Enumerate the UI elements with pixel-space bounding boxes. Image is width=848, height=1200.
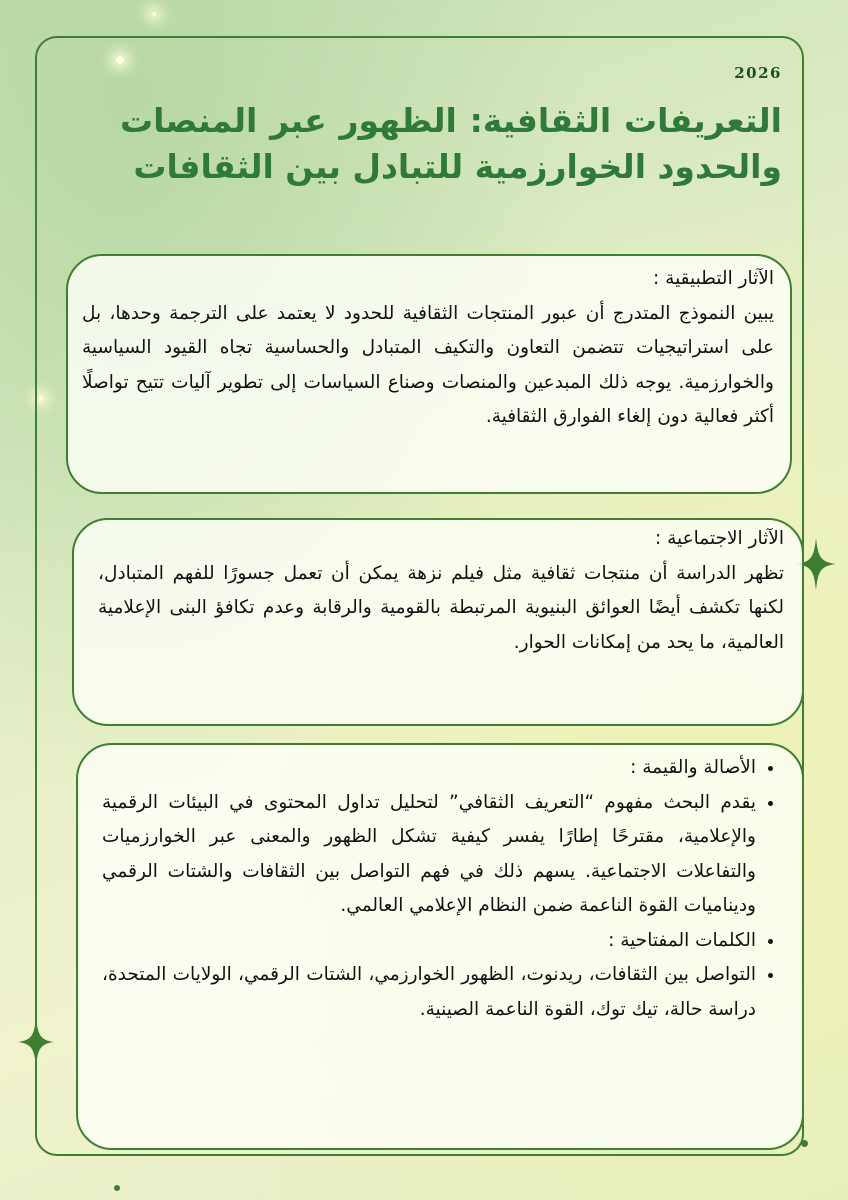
keywords-text: التواصل بين الثقافات، ريدنوت، الظهور الخوارزمي، الشتات الرقمي، الولايات المتحدة، دراسة حالة، تيك توك، القوة الناعمة الصينية. (102, 964, 756, 1020)
list-item (102, 924, 756, 959)
originality-text: يقدم البحث مفهوم “التعريف الثقافي” لتحليل تداول المحتوى في البيئات الرقمية والإعلامية، مقترحًا إطارًا يفسر كيفية تشكل الظهور والمعنى عبر الخوارزميات والتفاعلات الاجتماعية. يسهم ذلك في فهم التواصل بين الثقافات والشتات الرقمي وديناميات القوة الناعمة ضمن النظام الإعلامي العالمي. (102, 791, 756, 916)
list-item (102, 786, 756, 924)
social-effects-card (72, 518, 804, 726)
keywords-heading: الكلمات المفتاحية : (608, 929, 756, 951)
social-effects-heading: الآثار الاجتماعية : (655, 528, 784, 549)
page-title: التعريفات الثقافية: الظهور عبر المنصات والحدود الخوارزمية للتبادل بين الثقافات (120, 101, 782, 186)
social-effects-text: تظهر الدراسة أن منتجات ثقافية مثل فيلم نزهة يمكن أن تعمل جسورًا للفهم المتبادل، لكنها تكشف أيضًا العوائق البنيوية المرتبطة بالقومية والرقابة وعدم تكافؤ البنى الإعلامية العالمية، ما يحد من إمكانات الحوار. (98, 562, 784, 653)
originality-heading: الأصالة والقيمة : (630, 757, 756, 778)
applied-effects-card (66, 254, 792, 494)
applied-effects-text: يبين النموذج المتدرج أن عبور المنتجات الثقافية للحدود لا يعتمد على الترجمة وحدها، بل على استراتيجيات تتضمن التعاون والتكيف المتبادل والحساسية تجاه القيود السياسية والخوارزمية. يوجه ذلك المبدعين والمنصات وصناع السياسات إلى تطوير آليات تتيح تواصلًا أكثر فعالية دون إلغاء الفوارق الثقافية. (82, 302, 774, 427)
sparkle-glow (152, 12, 156, 16)
dot-ornament (801, 1140, 808, 1147)
year-label: 2026 (734, 64, 782, 82)
list-item (102, 751, 756, 786)
originality-card (76, 743, 804, 1150)
list-item (102, 958, 756, 1027)
star-icon (18, 1018, 54, 1066)
applied-effects-heading: الآثار التطبيقية : (653, 268, 774, 289)
dot-ornament (114, 1185, 120, 1191)
originality-list (102, 751, 782, 1027)
